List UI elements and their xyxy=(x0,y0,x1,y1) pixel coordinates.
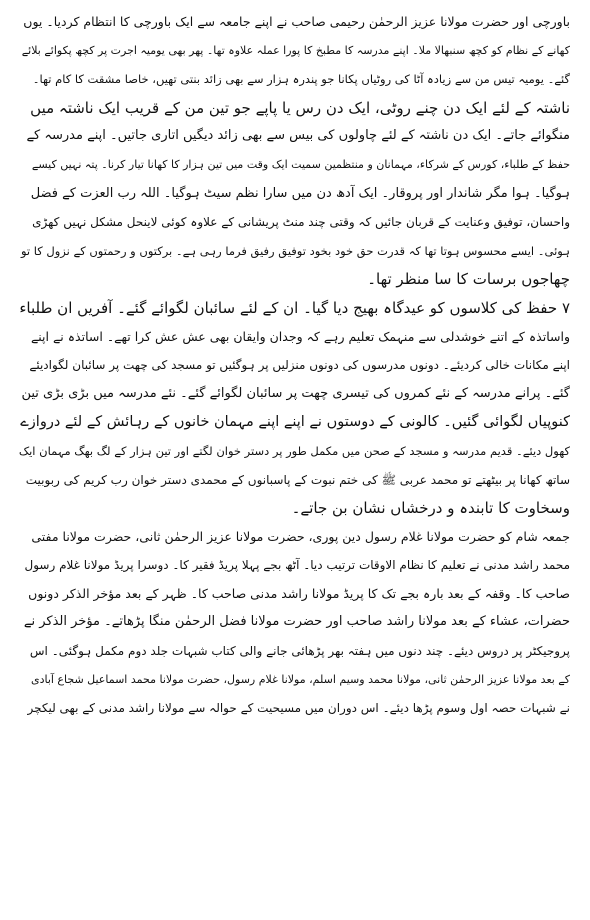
text-line: نے شبہات حصہ اول وسوم پڑھا دیئے۔ اس دوران میں مسیحیت کے حوالہ سے مولانا راشد مدنی کے بھی لیکچر xyxy=(27,701,570,716)
document-page xyxy=(14,8,570,912)
paragraph-timetable xyxy=(14,523,570,723)
text-line: گئے۔ یومیہ تیس من سے زیادہ آٹا کی روٹیاں پکانا جو پندرہ ہزار سے بھی زائد بنتی تھیں، خاصا مشقت کا کام تھا۔ xyxy=(32,72,570,87)
paragraph-cook-arrangement xyxy=(14,8,570,94)
text-line: ۷ حفظ کی کلاسوں کو عیدگاہ بھیج دیا گیا۔ ان کے لئے سائبان لگوائے گئے۔ آفریں ان طلباء xyxy=(19,298,570,317)
text-line: کھول دیئے۔ قدیم مدرسہ و مسجد کے صحن میں مکمل طور پر دستر خوان لگتے اور تین ہزار کے لگ بھگ مہمان ایک xyxy=(18,443,570,458)
text-line: کھانے کے نظام کو کچھ سنبھالا ملا۔ اپنے مدرسہ کا مطبخ کا پورا عملہ علاوہ تھا۔ پھر بھی یومیہ اجرت پر کچھ پکوائے بلائے xyxy=(21,43,570,57)
text-line: جمعہ شام کو حضرت مولانا غلام رسول دین پوری، حضرت مولانا عزیز الرحمٰن ثانی، حضرت مولانا مفتی xyxy=(31,528,570,544)
paragraph-breakfast xyxy=(14,94,570,294)
text-line: ہوگیا۔ ہوا مگر شاندار اور پروقار۔ ایک آدھ دن میں سارا نظم سیٹ ہوگیا۔ اللہ رب العزت کے فضل xyxy=(30,185,570,201)
text-line: ہوئی۔ ایسے محسوس ہوتا تھا کہ قدرت حق خود بخود توفیق رفیق فرما رہی ہے۔ برکتوں و رحمتوں کے نزول کا تو xyxy=(20,243,570,258)
paragraph-accommodation xyxy=(14,294,570,523)
text-line: صاحب کا۔ وقفہ کے بعد بارہ بجے تک کا پریڈ مولانا راشد مدنی صاحب کا۔ ظہر کے بعد مؤخر الذکر دونوں xyxy=(28,585,570,601)
text-line: گئے۔ پرانے مدرسہ کے نئے کمروں کی تیسری چھت پر سائبان لگوائے گئے۔ نئے مدرسہ میں بڑی بڑی تین xyxy=(21,385,570,401)
text-line: حفظ کے طلباء، کورس کے شرکاء، مہمانان و منتظمین سمیت ایک وقت میں تین ہزار کا کھانا تیار کرنا۔ پتہ نہیں کیسے xyxy=(31,157,570,171)
text-line: اپنے مکانات خالی کردیئے۔ دونوں مدرسوں کی دونوں منزلیں پر ہوگئیں تو مسجد کی چھت پر سائبان لگوادیئے xyxy=(29,358,570,373)
text-line: پروجیکٹر پر دروس دیئے۔ چند دنوں میں ہفتہ بھر پڑھائی جانے والی کتاب شبہات جلد دوم مکمل ہوگئی۔ اس xyxy=(29,644,570,659)
text-line: ساتھ کھانا پر بیٹھتے تو محمد عربی ﷺ کی ختم نبوت کے پاسبانوں کے محمدی دستر خوان رب کریم کی ربوبیت xyxy=(25,472,570,487)
text-line: کے بعد مولانا عزیز الرحمٰن ثانی، مولانا محمد وسیم اسلم، مولانا غلام رسول، حضرت مولانا محمد اسماعیل شجاع آبادی xyxy=(30,672,570,686)
text-line: باورچی اور حضرت مولانا عزیز الرحمٰن رحیمی صاحب نے اپنے جامعہ سے ایک باورچی کا انتظام کردیا۔ یوں xyxy=(23,14,570,29)
text-line: محمد راشد مدنی نے تعلیم کا نظام الاوقات ترتیب دیا۔ آٹھ بجے پہلا پریڈ فقیر کا۔ دوسرا پریڈ مولانا غلام رسول xyxy=(24,558,570,573)
text-line: وسخاوت کا تابندہ و درخشاں نشان بن جاتے۔ xyxy=(291,499,570,518)
text-line: ناشتہ کے لئے ایک دن چنے روٹی، ایک دن رس یا پاپے جو تین من کے قریب ایک ناشتہ میں xyxy=(30,98,570,117)
text-line: واحسان، توفیق وعنایت کے قربان جائیں کہ وقتی چند منٹ پریشانی کے علاوہ کوئی لاینحل مشکل نہیں کھڑی xyxy=(32,215,570,230)
text-line: واساتذہ کے اتنے خوشدلی سے منہمک تعلیم رہے کہ وجدان وایقان بھی عش عش کرا تھے۔ اساتذہ نے اپنے xyxy=(30,328,570,344)
text-line: منگوائے جاتے۔ ایک دن ناشتہ کے لئے چاولوں کی بیس سے بھی زائد دیگیں اتاری جاتیں۔ اپنے مدرسہ کے xyxy=(26,128,570,144)
text-line: چھاجوں برسات کا سا منظر تھا۔ xyxy=(367,270,570,289)
text-line: کنوپیاں لگوائی گئیں۔ کالونی کے دوستوں نے اپنے اپنے مہمان خانوں کے رہائش کے لئے دروازے xyxy=(20,414,570,431)
text-line: حضرات، عشاء کے بعد مولانا راشد صاحب اور حضرت مولانا فضل الرحمٰن منگا پڑھاتے۔ مؤخر الذکر نے xyxy=(23,614,570,630)
